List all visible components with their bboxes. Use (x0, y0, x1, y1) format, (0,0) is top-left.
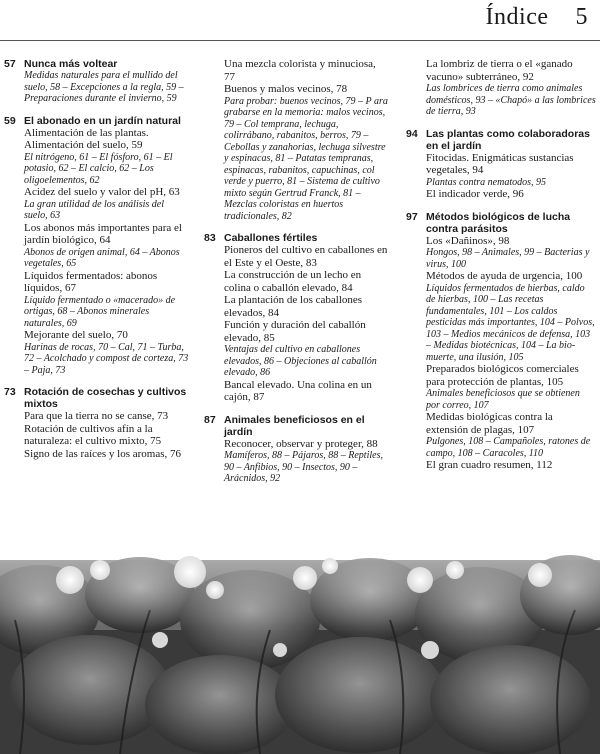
garden-plants-photo (0, 500, 600, 754)
toc-column-3 (406, 58, 596, 482)
section-title: Las plantas como colaboradoras en el jardín (426, 127, 590, 152)
topic-entry: Acidez del suelo y valor del pH, 63 (24, 186, 180, 198)
section-page-number: 73 (4, 386, 16, 398)
topic-entry: Rotación de cultivos afín a la naturaleza: el cultivo mixto, 75 (24, 422, 162, 447)
section-page-number: 83 (204, 232, 216, 244)
subtopic-entry: Mamíferos, 88 – Pájaros, 88 – Reptiles, 90 – Anfibios, 90 – Insectos, 90 – Arácnidos, 92 (224, 450, 383, 484)
subtopic-entry: Pulgones, 108 – Campañoles, ratones de campo, 108 – Caracoles, 110 (426, 436, 591, 459)
subtopic-entry: La gran utilidad de los análisis del suelo, 63 (24, 198, 165, 221)
topic-entry: Alimentación de las plantas. (24, 126, 149, 139)
section-title: Métodos biológicos de lucha contra parásitos (426, 210, 571, 235)
running-header (486, 4, 588, 31)
toc-column-2 (204, 58, 389, 495)
toc-section (406, 128, 596, 201)
toc-section (4, 115, 190, 377)
subtopic-entry: Animales beneficiosos que se obtienen por correo, 107 (426, 388, 580, 411)
subtopic-entry: Plantas contra nematodos, 95 (426, 176, 546, 188)
header-title: Índice (485, 4, 549, 30)
topic-entry: Buenos y malos vecinos, 78 (224, 83, 348, 95)
toc-section (4, 58, 190, 105)
subtopic-entry: Hongos, 98 – Animales, 99 – Bacterias y virus, 100 (426, 247, 590, 270)
subtopic-entry: Para probar: buenos vecinos, 79 – P ara grabarse en la memoria: malos vecinos, 79 – Col temprana, lechuga, colirrábano, rabanitos, berros, 79 – Cebollas y zanahorias, lechuga silvestre y espinacas, 81 – Patatas tempranas, espinacas, rabanitos, capuchinas, col verde y puerro, 81 – Sistema de cultivo mixto según Gertrud Franck, 81 – Mezclas coloristas en huertos tradicionales, 82 (224, 95, 388, 222)
topic-entry: Preparados biológicos comerciales para protección de plantas, 105 (426, 363, 579, 388)
toc-section (204, 58, 389, 222)
section-page-number: 97 (406, 210, 418, 223)
topic-entry: Función y duración del caballón elevado, 85 (224, 319, 366, 344)
section-title: Animales beneficiosos en el jardín (224, 413, 365, 438)
topic-entry: Los abonos más importantes para el jardín biológico, 64 (24, 221, 182, 246)
topic-entry: Medidas biológicas contra la extensión de plagas, 107 (426, 411, 553, 436)
topic-entry: El indicador verde, 96 (426, 188, 524, 200)
subtopic-entry: Medidas naturales para el mullido del suelo, 58 – Excepciones a la regla, 59 – Preparaciones durante el invierno, 59 (24, 70, 184, 104)
topic-entry: Pioneros del cultivo en caballones en el Este y el Oeste, 83 (224, 244, 388, 269)
toc-section (204, 232, 389, 404)
topic-entry: La lombriz de tierra o el «ganado vacuno» subterráneo, 92 (426, 58, 573, 83)
section-title: Caballones fértiles (224, 232, 318, 244)
section-page-number: 57 (4, 58, 16, 70)
topic-entry: Reconocer, observar y proteger, 88 (224, 437, 378, 450)
topic-entry: Bancal elevado. Una colina en un cajón, 87 (224, 378, 372, 403)
section-page-number: 94 (406, 127, 418, 140)
section-page-number: 87 (204, 413, 216, 426)
toc-section (406, 211, 596, 472)
topic-entry: Fitocidas. Enigmáticas sustancias vegetales, 94 (426, 151, 574, 176)
toc-section (406, 58, 596, 118)
subtopic-entry: Ventajas del cultivo en caballones elevados, 86 – Objeciones al caballón elevado, 86 (224, 344, 377, 378)
topic-entry: Para que la tierra no se canse, 73 (24, 410, 169, 422)
topic-entry: Signo de las raíces y los aromas, 76 (24, 447, 182, 460)
page-number: 5 (575, 4, 588, 30)
topic-entry: La plantación de los caballones elevados, 84 (224, 294, 363, 319)
subtopic-entry: Abonos de origen animal, 64 – Abonos vegetales, 65 (24, 246, 180, 269)
topic-entry: Los «Dañinos», 98 (426, 234, 510, 247)
topic-entry: La construcción de un lecho en colina o caballón elevado, 84 (224, 269, 362, 294)
topic-entry: El gran cuadro resumen, 112 (426, 459, 553, 471)
topic-entry: Alimentación del suelo, 59 (24, 139, 143, 151)
header-rule (0, 40, 600, 41)
subtopic-entry: Las lombrices de tierra como animales domésticos, 93 – «Chapó» a las lombrices de tierra, 93 (426, 83, 596, 117)
subtopic-entry: Líquidos fermentados de hierbas, caldo de hierbas, 100 – Las recetas fundamentales, 101 – Los caldos pesticidas más importantes, 104 – Polvos, 103 – Medios mecánicos de defensa, 103 – Medidas biotécnicas, 104 – La bio-muerte, una ilusión, 105 (426, 282, 595, 363)
topic-entry: Mejorante del suelo, 70 (24, 329, 128, 341)
topic-entry: Líquidos fermentados: abonos líquidos, 67 (24, 269, 158, 294)
subtopic-entry: El nitrógeno, 61 – El fósforo, 61 – El potasio, 62 – El calcio, 62 – Los oligoelementos, 62 (24, 151, 173, 186)
section-title: El abonado en un jardín natural (24, 114, 181, 127)
section-page-number: 59 (4, 114, 16, 127)
section-title: Rotación de cosechas y cultivos mixtos (24, 386, 187, 410)
subtopic-entry: Líquido fermentado o «macerado» de ortigas, 68 – Abonos minerales naturales, 69 (24, 294, 176, 329)
topic-entry: Una mezcla colorista y minuciosa, 77 (224, 58, 376, 83)
toc-section (204, 414, 389, 485)
topic-entry: Métodos de ayuda de urgencia, 100 (426, 270, 583, 282)
toc-section (4, 386, 190, 460)
subtopic-entry: Harinas de rocas, 70 – Cal, 71 – Turba, 72 – Acolchado y compost de corteza, 73 – Paja, 73 (24, 341, 189, 376)
section-title: Nunca más voltear (24, 58, 118, 70)
toc-column-1 (4, 58, 190, 470)
